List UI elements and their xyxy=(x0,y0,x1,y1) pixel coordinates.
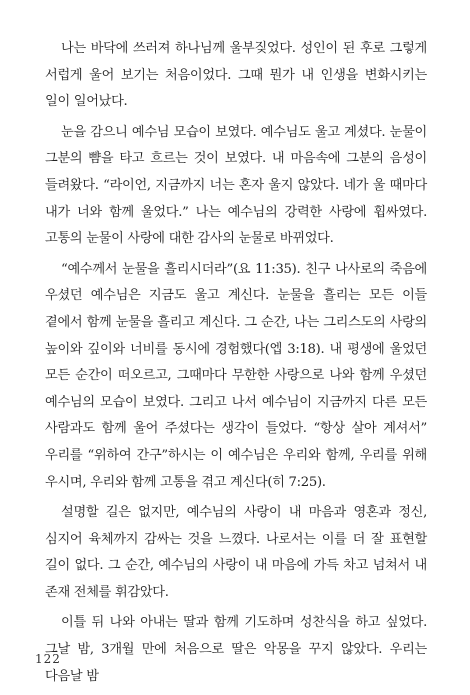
paragraph: 눈을 감으니 예수님 모습이 보였다. 예수님도 울고 계셨다. 눈물이 그분의 뺨을 타고 흐르는 것이 보였다. 내 마음속에 그분의 음성이 들려왔다. “라이언, 지금까지 너는 혼자 울지 않았다. 네가 울 때마다 내가 너와 함께 울었다.” 나는 예수님의 강력한 사랑에 휩싸였다. 고통의 눈물이 사랑에 대한 감사의 눈물로 바뀌었다. xyxy=(45,124,427,247)
body-text xyxy=(45,36,427,694)
page-number: 122 xyxy=(35,652,61,666)
paragraph: 설명할 길은 없지만, 예수님의 사랑이 내 마음과 영혼과 정신, 심지어 육체까지 감싸는 것을 느꼈다. 나로서는 이를 더 잘 표현할 길이 없다. 그 순간, 예수님의 사랑이 내 마음에 가득 차고 넘쳐서 내 존재 전체를 휘감았다. xyxy=(45,505,427,600)
paragraph: 이틀 뒤 나와 아내는 딸과 함께 기도하며 성찬식을 하고 싶었다. 그날 밤, 3개월 만에 처음으로 딸은 악몽을 꾸지 않았다. 우리는 다음날 밤 xyxy=(45,615,427,684)
paragraph: “예수께서 눈물을 흘리시더라”(요 11:35). 친구 나사로의 죽음에 우셨던 예수님은 지금도 울고 계신다. 눈물을 흘리는 모든 이들 곁에서 함께 눈물을 흘리고 계신다. 그 순간, 나는 그리스도의 사랑의 높이와 깊이와 너비를 동시에 경험했다(엡 3:18). 내 평생에 울었던 모든 순간이 떠오르고, 그때마다 무한한 사랑으로 나와 함께 우셨던 예수님의 모습이 보였다. 그리고 나서 예수님이 지금까지 다른 모든 사람과도 함께 울어 주셨다는 생각이 들었다. “항상 살아 계셔서” 우리를 “위하여 간구”하시는 이 예수님은 우리와 함께, 우리를 위해 우시며, 우리와 함께 고통을 겪고 계신다(히 7:25). xyxy=(45,261,427,490)
paragraph: 나는 바닥에 쓰러져 하나님께 울부짖었다. 성인이 된 후로 그렇게 서럽게 울어 보기는 처음이었다. 그때 뭔가 내 인생을 변화시키는 일이 일어났다. xyxy=(45,41,427,110)
